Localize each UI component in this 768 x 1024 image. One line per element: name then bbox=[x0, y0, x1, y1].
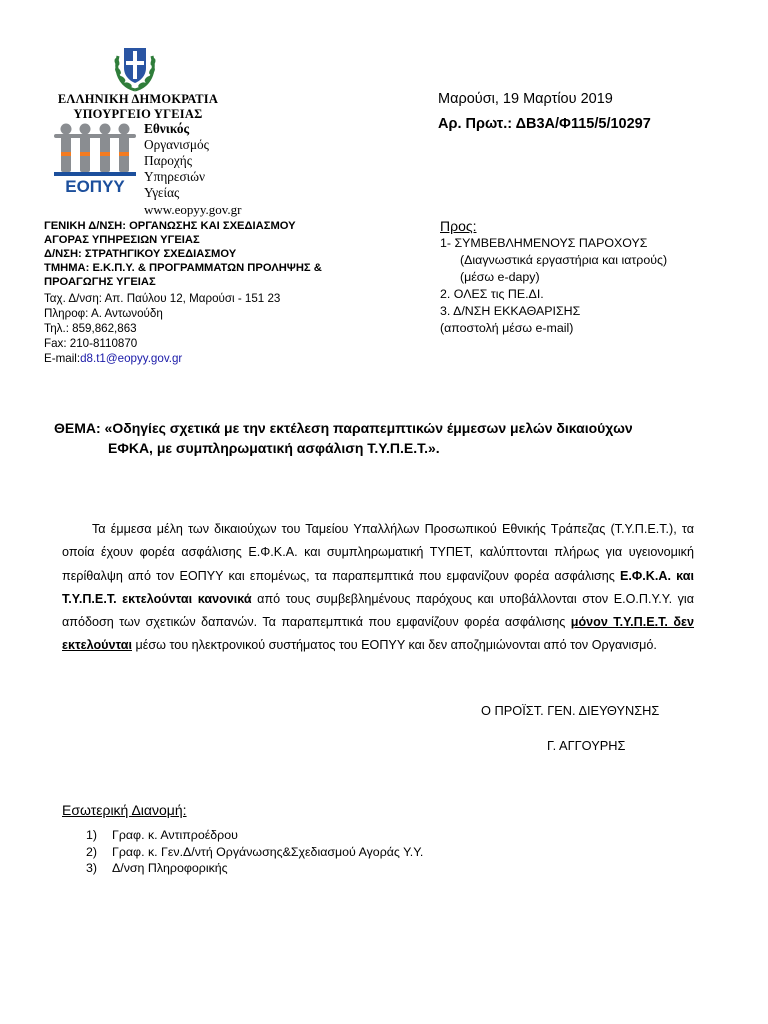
document-date: Μαρούσι, 19 Μαρτίου 2019 bbox=[438, 91, 613, 107]
recipient-line: (μέσω e-dapy) bbox=[460, 270, 540, 284]
list-item-text: Γραφ. κ. Αντιπροέδρου bbox=[112, 828, 238, 842]
recipient-line: 3. Δ/ΝΣΗ ΕΚΚΑΘΑΡΙΣΗΣ bbox=[440, 304, 581, 318]
list-item bbox=[62, 844, 423, 861]
recipients-heading: Προς: bbox=[440, 218, 477, 234]
email-link[interactable]: d8.t1@eopyy.gov.gr bbox=[80, 352, 183, 365]
eopyy-logo bbox=[52, 122, 138, 194]
phone: Τηλ.: 859,862,863 bbox=[44, 322, 137, 335]
body-bold-1: Ε.Φ.Κ.Α. και Τ.Υ.Π.Ε.Τ. εκτελούνται κανονικά bbox=[62, 568, 694, 606]
org-website: www.eopyy.gov.gr bbox=[144, 202, 242, 217]
list-item-number: 2) bbox=[86, 844, 98, 859]
email-label: E-mail: bbox=[44, 352, 81, 365]
body-bold-2: μόνον Τ.Υ.Π.Ε.Τ. δεν εκτελούνται bbox=[62, 615, 695, 653]
dept-line: Δ/ΝΣΗ: ΣΤΡΑΤΗΓΙΚΟΥ ΣΧΕΔΙΑΣΜΟΥ bbox=[44, 248, 237, 260]
dept-line: ΑΓΟΡΑΣ ΥΠΗΡΕΣΙΩΝ ΥΓΕΙΑΣ bbox=[44, 234, 200, 246]
recipient-line: (αποστολή μέσω e-mail) bbox=[440, 321, 574, 335]
eopyy-logo-text: ΕΟΠΥΥ bbox=[65, 177, 125, 194]
org-name-lines bbox=[144, 121, 209, 201]
dept-line: ΓΕΝΙΚΗ Δ/ΝΣΗ: ΟΡΓΑΝΩΣΗΣ ΚΑΙ ΣΧΕΔΙΑΣΜΟΥ bbox=[44, 220, 296, 232]
org-ministry: ΥΠΟΥΡΓΕΙΟ ΥΓΕΙΑΣ bbox=[73, 107, 203, 121]
body-text-1: Τα έμμεσα μέλη των δικαιούχων του Ταμείου Υπαλλήλων Προσωπικού Εθνικής Τράπεζας (Τ.Υ.Π.Ε.Τ.), τα οποία έχουν φορέα ασφάλισης Ε.Φ.Κ.Α. και συμπληρωματική ΤΥΠΕΤ, καλύπτονται πλήρως για υγειονομική περίθαλψη από τον ΕΟΠΥΥ και επομένως, τα παραπεμπτικά που εμφανίζουν φορέα ασφάλισης bbox=[62, 522, 694, 583]
department-block bbox=[44, 219, 322, 289]
list-item bbox=[62, 860, 423, 877]
dept-line: ΤΜΗΜΑ: Ε.Κ.Π.Υ. & ΠΡΟΓΡΑΜΜΑΤΩΝ ΠΡΟΛΗΨΗΣ & bbox=[44, 262, 322, 274]
body-text-2: από τους συμβεβλημένους παρόχους και υποβάλλονται στον Ε.Ο.Π.Υ.Υ. για απόδοση των σχετικών δαπανών. Τα παραπεμπτικά που εμφανίζουν φορέα ασφάλισης bbox=[62, 591, 695, 630]
recipients-list bbox=[440, 235, 667, 337]
org-country: ΕΛΛΗΝΙΚΗ ΔΗΜΟΚΡΑΤΙΑ bbox=[57, 92, 219, 106]
subject bbox=[54, 418, 714, 458]
recipient-line: (Διαγνωστικά εργαστήρια και ιατρούς) bbox=[460, 253, 668, 267]
list-item bbox=[62, 827, 423, 844]
subject-line-2: ΕΦΚΑ, με συμπληρωματική ασφάλιση Τ.Υ.Π.Ε.Τ.». bbox=[108, 440, 440, 456]
list-item-text: Δ/νση Πληροφορικής bbox=[112, 861, 228, 875]
email-row bbox=[44, 351, 280, 366]
greek-emblem-icon bbox=[112, 42, 158, 92]
contact-person: Πληροφ: Α. Αντωνούδη bbox=[44, 307, 163, 320]
list-item-number: 1) bbox=[86, 828, 98, 842]
recipient-line: 1- ΣΥΜΒΕΒΛΗΜΕΝΟΥΣ ΠΑΡΟΧΟΥΣ bbox=[440, 236, 648, 250]
recipient-line: 2. ΟΛΕΣ τις ΠΕ.ΔΙ. bbox=[440, 287, 544, 301]
address: Ταχ. Δ/νση: Απ. Παύλου 12, Μαρούσι - 151 23 bbox=[44, 292, 281, 305]
org-line-5: Υγείας bbox=[144, 185, 180, 200]
fax: Fax: 210-8110870 bbox=[44, 337, 138, 350]
list-item-text: Γραφ. κ. Γεν.Δ/ντή Οργάνωσης&Σχεδιασμού Αγοράς Υ.Υ. bbox=[112, 844, 424, 859]
subject-line-1: ΘΕΜΑ: «Οδηγίες σχετικά με την εκτέλεση παραπεμπτικών έμμεσων μελών δικαιούχων bbox=[54, 420, 633, 436]
distribution-list bbox=[62, 827, 423, 877]
signature-name: Γ. ΑΓΓΟΥΡΗΣ bbox=[547, 738, 626, 753]
org-line-2: Οργανισμός bbox=[144, 137, 209, 152]
list-item-number: 3) bbox=[86, 861, 98, 875]
body-paragraph bbox=[62, 518, 694, 658]
org-line-4: Υπηρεσιών bbox=[144, 169, 205, 184]
distribution-heading: Εσωτερική Διανομή: bbox=[62, 802, 187, 818]
protocol-number: Αρ. Πρωτ.: ΔΒ3Α/Φ115/5/10297 bbox=[438, 116, 651, 132]
contact-block bbox=[44, 291, 280, 366]
dept-line: ΠΡΟΑΓΩΓΗΣ ΥΓΕΙΑΣ bbox=[44, 276, 156, 288]
org-line-1: Εθνικός bbox=[144, 121, 190, 136]
signature-title: Ο ΠΡΟΪΣΤ. ΓΕΝ. ΔΙΕΥΘΥΝΣΗΣ bbox=[481, 703, 660, 718]
body-text-3: μέσω του ηλεκτρονικού συστήματος του ΕΟΠΥΥ και δεν αποζημιώνονται από τον Οργανισμό. bbox=[132, 638, 657, 653]
org-line-3: Παροχής bbox=[144, 153, 192, 168]
